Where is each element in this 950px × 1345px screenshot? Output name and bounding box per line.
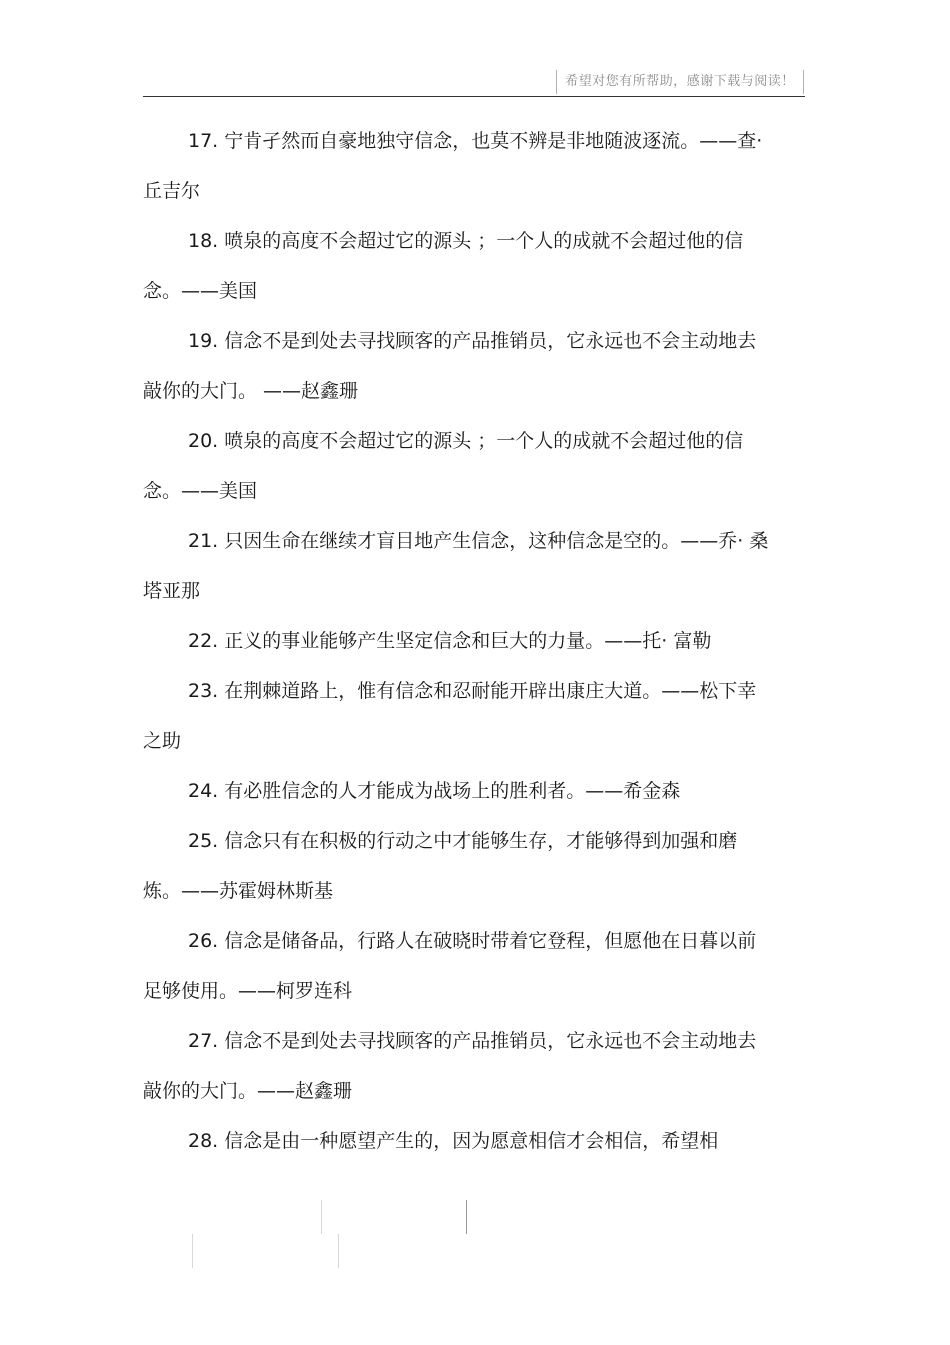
quote-item bbox=[143, 316, 773, 416]
quote-text: 信念只有在积极的行动之中才能够生存，才能够得到加强和磨炼。——苏霍姆林斯基 bbox=[143, 830, 738, 902]
footer-divider bbox=[466, 1200, 467, 1234]
quote-item bbox=[143, 1116, 773, 1166]
quote-number: 20. bbox=[188, 430, 219, 452]
quote-number: 21. bbox=[188, 530, 219, 552]
quote-text: 喷泉的高度不会超过它的源头 ；一个人的成就不会超过他的信念。——美国 bbox=[143, 430, 744, 502]
quote-text: 只因生命在继续才盲目地产生信念，这种信念是空的。——乔· 桑塔亚那 bbox=[143, 530, 769, 602]
quote-item bbox=[143, 516, 773, 616]
quote-item bbox=[143, 766, 773, 816]
quote-text: 有必胜信念的人才能成为战场上的胜利者。——希金森 bbox=[218, 780, 681, 802]
quote-number: 18. bbox=[188, 230, 219, 252]
quote-list bbox=[143, 116, 773, 1166]
footer-divider bbox=[192, 1234, 193, 1268]
quote-number: 19. bbox=[188, 330, 219, 352]
quote-item bbox=[143, 816, 773, 916]
quote-item bbox=[143, 116, 773, 216]
quote-text: 正义的事业能够产生坚定信念和巨大的力量。——托· 富勒 bbox=[218, 630, 712, 652]
quote-number: 26. bbox=[188, 930, 219, 952]
quote-item bbox=[143, 416, 773, 516]
quote-number: 23. bbox=[188, 680, 219, 702]
header-note: 希望对您有所帮助，感谢下载与阅读！ bbox=[556, 70, 804, 94]
quote-text: 喷泉的高度不会超过它的源头 ；一个人的成就不会超过他的信念。——美国 bbox=[143, 230, 744, 302]
quote-number: 17. bbox=[188, 130, 219, 152]
quote-text: 在荆棘道路上，惟有信念和忍耐能开辟出康庄大道。——松下幸之助 bbox=[143, 680, 757, 752]
quote-number: 25. bbox=[188, 830, 219, 852]
quote-text: 信念是储备品，行路人在破晓时带着它登程，但愿他在日暮以前足够使用。——柯罗连科 bbox=[143, 930, 757, 1002]
quote-item bbox=[143, 616, 773, 666]
quote-text: 信念是由一种愿望产生的，因为愿意相信才会相信，希望相 bbox=[218, 1130, 719, 1152]
quote-text: 宁肯孑然而自豪地独守信念，也莫不辨是非地随波逐流。——查· 丘吉尔 bbox=[143, 130, 769, 202]
footer-divider bbox=[338, 1234, 339, 1268]
quote-number: 22. bbox=[188, 630, 219, 652]
quote-item bbox=[143, 666, 773, 766]
footer-divider bbox=[321, 1200, 322, 1234]
header-rule bbox=[143, 96, 805, 97]
quote-text: 信念不是到处去寻找顾客的产品推销员，它永远也不会主动地去敲你的大门。 ——赵鑫珊 bbox=[143, 330, 757, 402]
quote-item bbox=[143, 916, 773, 1016]
quote-number: 27. bbox=[188, 1030, 219, 1052]
quote-number: 24. bbox=[188, 780, 219, 802]
quote-item bbox=[143, 1016, 773, 1116]
quote-item bbox=[143, 216, 773, 316]
quote-number: 28. bbox=[188, 1130, 219, 1152]
quote-text: 信念不是到处去寻找顾客的产品推销员，它永远也不会主动地去敲你的大门。——赵鑫珊 bbox=[143, 1030, 757, 1102]
